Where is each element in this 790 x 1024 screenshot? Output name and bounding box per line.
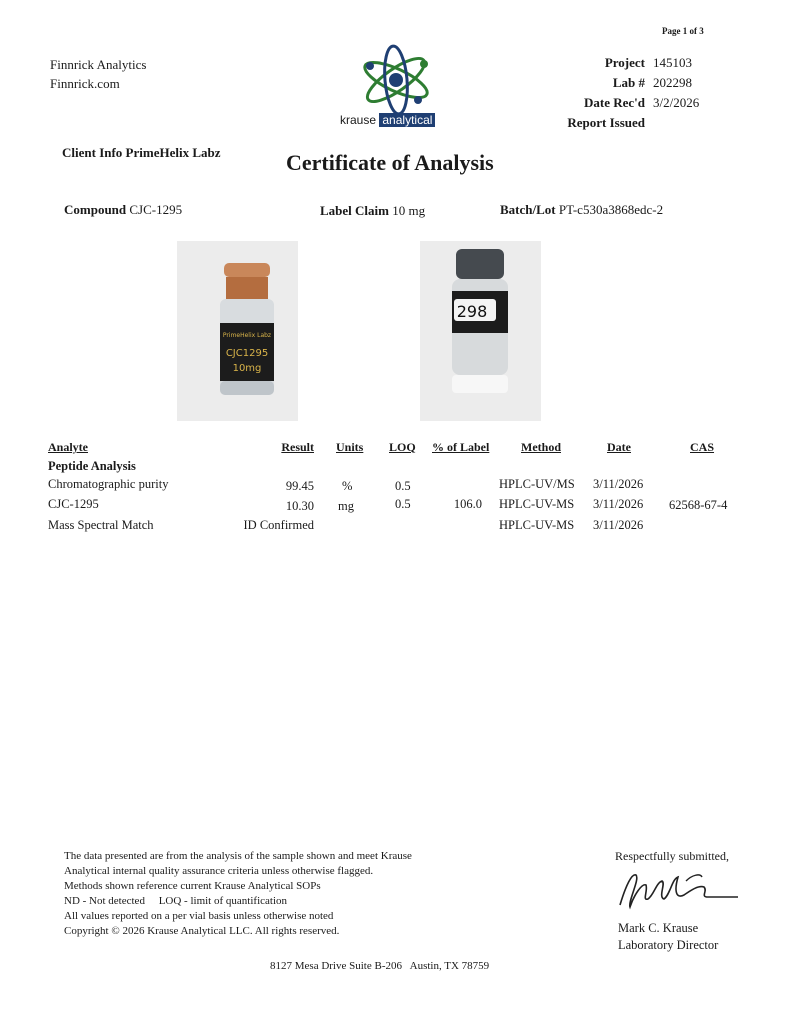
section-peptide-analysis: Peptide Analysis	[48, 459, 136, 473]
date-received-row	[540, 93, 699, 113]
page-title: Certificate of Analysis	[286, 150, 494, 175]
label-claim-field	[320, 203, 425, 219]
vial-front-image	[177, 241, 298, 421]
footer-line: Analytical internal quality assurance criteria unless otherwise flagged.	[64, 865, 374, 877]
row2-pct: 106.0	[453, 497, 482, 511]
row3-date: 3/11/2026	[593, 518, 644, 532]
lab-address: 8127 Mesa Drive Suite B-206 Austin, TX 78759	[270, 960, 490, 972]
row2-cas: 62568-67-4	[669, 498, 728, 512]
header-loq: LOQ	[389, 440, 416, 454]
row3-method: HPLC-UV-MS	[499, 518, 575, 532]
vial-back-image	[420, 241, 541, 421]
client-info: Client Info PrimeHelix Labz	[62, 145, 221, 160]
project-value: 145103	[653, 55, 692, 70]
logo-word-analytical: analytical	[379, 113, 435, 127]
label-claim-value: 10 mg	[392, 203, 426, 218]
label-claim-label: Label Claim	[320, 203, 389, 218]
row1-date: 3/11/2026	[593, 477, 644, 491]
report-issued-label: Report Issued	[567, 115, 645, 130]
footer-line: Methods shown reference current Krause Analytical SOPs	[64, 880, 321, 892]
row1-method: HPLC-UV/MS	[499, 477, 575, 491]
batch-value: PT-c530a3868edc-2	[558, 202, 664, 217]
vial-name-text: CJC1295	[225, 348, 269, 359]
row2-result: 10.30	[285, 499, 314, 513]
row2-units: mg	[338, 499, 354, 513]
signer-name: Mark C. Krause	[618, 921, 699, 935]
footer-line: All values reported on a per vial basis unless otherwise noted	[64, 910, 334, 922]
header-date: Date	[607, 440, 631, 454]
vial-brand-text: PrimeHelix Labz	[222, 332, 272, 339]
signer-block	[618, 920, 718, 954]
logo-word-krause: krause	[340, 113, 377, 127]
project-row	[540, 53, 699, 73]
row3-result: ID Confirmed	[243, 518, 314, 532]
footer-notes	[64, 849, 412, 939]
header-cas: CAS	[690, 440, 715, 454]
row2-method: HPLC-UV-MS	[499, 497, 575, 511]
vial-label-number: 298	[456, 302, 488, 321]
compound-field	[64, 202, 182, 218]
lab-label: Lab #	[612, 75, 645, 90]
company-site: Finnrick.com	[50, 76, 120, 91]
row1-analyte: Chromatographic purity	[48, 477, 169, 491]
row1-loq: 0.5	[395, 479, 411, 493]
project-label: Project	[604, 55, 645, 70]
lab-row	[540, 73, 699, 93]
compound-value: CJC-1295	[129, 202, 183, 217]
logo-wordmark	[340, 113, 435, 127]
page-number: Page 1 of 3	[662, 26, 704, 36]
row2-loq: 0.5	[395, 497, 411, 511]
project-info	[540, 53, 699, 133]
vial-photo-back	[420, 241, 541, 421]
header-units: Units	[336, 440, 364, 454]
row1-result: 99.45	[285, 479, 314, 493]
row2-analyte: CJC-1295	[48, 497, 99, 511]
footer-line: ND - Not detected LOQ - limit of quantification	[64, 895, 287, 907]
footer-line: Copyright © 2026 Krause Analytical LLC. All rights reserved.	[64, 925, 340, 937]
signature-icon	[612, 865, 742, 915]
report-issued-row	[540, 113, 699, 133]
signer-title: Laboratory Director	[618, 938, 719, 952]
row1-units: %	[342, 479, 353, 493]
footer-line: The data presented are from the analysis of the sample shown and meet Krause	[64, 850, 412, 862]
company-block	[50, 55, 146, 93]
header-pct-label: % of Label	[432, 440, 490, 454]
header-method: Method	[521, 440, 561, 454]
row3-analyte: Mass Spectral Match	[48, 518, 154, 532]
date-received-value: 3/2/2026	[653, 95, 700, 110]
batch-field	[500, 202, 663, 218]
vial-photo-front	[177, 241, 298, 421]
header-analyte: Analyte	[48, 440, 88, 454]
row2-date: 3/11/2026	[593, 497, 644, 511]
date-received-label: Date Rec'd	[583, 95, 645, 110]
lab-value: 202298	[653, 75, 692, 90]
header-result: Result	[281, 440, 314, 454]
compound-label: Compound	[64, 202, 127, 217]
company-name: Finnrick Analytics	[50, 57, 147, 72]
vial-dose-text: 10mg	[232, 363, 262, 374]
respectfully-submitted: Respectfully submitted,	[615, 849, 729, 863]
batch-label: Batch/Lot	[500, 202, 556, 217]
